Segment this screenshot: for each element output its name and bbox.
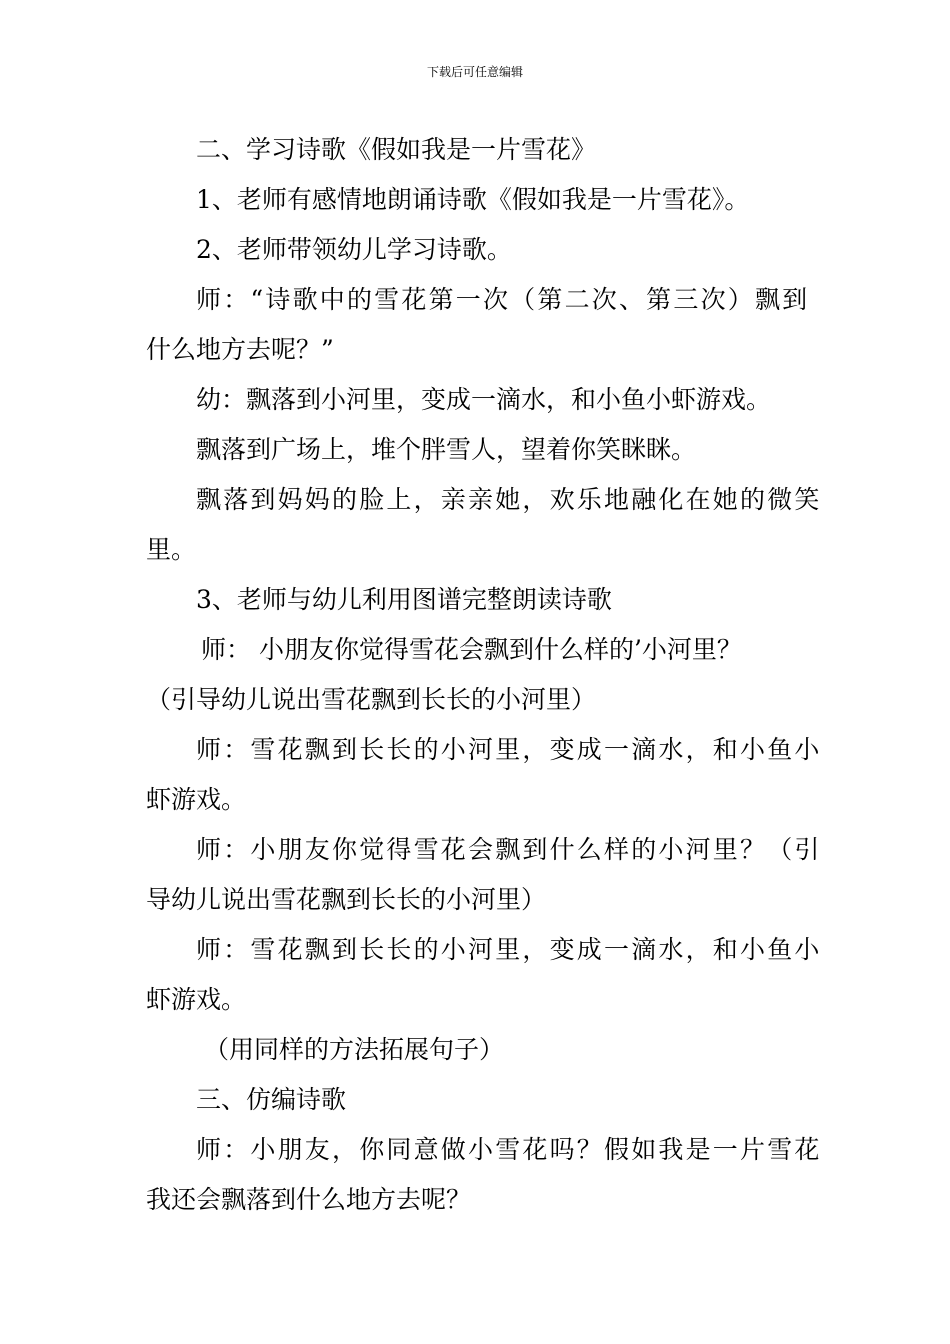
- teacher-question-river-2-line-2: 导幼儿说出雪花飘到长长的小河里）: [146, 885, 547, 914]
- teacher-statement-1-line-1: 师：雪花飘到长长的小河里，变成一滴水，和小鱼小: [196, 735, 822, 764]
- teacher-question-line-2: 什么地方去呢？”: [146, 335, 334, 364]
- teacher-statement-1-line-2: 虾游戏。: [146, 785, 247, 814]
- teacher-question-line-1: 师：“诗歌中的雪花第一次（第二次、第三次）飘到: [196, 285, 810, 314]
- teacher-closing-question-line-1: 师：小朋友，你同意做小雪花吗？假如我是一片雪花: [196, 1135, 822, 1164]
- teacher-statement-2-line-1: 师：雪花飘到长长的小河里，变成一滴水，和小鱼小: [196, 935, 822, 964]
- teacher-guide-note-1: （引导幼儿说出雪花飘到长长的小河里）: [146, 685, 597, 714]
- child-answer-mother-line-2: 里。: [146, 535, 197, 564]
- child-answer-square: 飘落到广场上，堆个胖雪人，望着你笑眯眯。: [196, 435, 697, 464]
- step-3-read-with-chart: 3、老师与幼儿利用图谱完整朗读诗歌: [196, 585, 612, 614]
- teacher-statement-2-line-2: 虾游戏。: [146, 985, 247, 1014]
- child-answer-river: 幼：飘落到小河里，变成一滴水，和小鱼小虾游戏。: [196, 385, 772, 414]
- teacher-question-river-1: 师： 小朋友你觉得雪花会飘到什么样的’小河里？: [201, 635, 742, 664]
- section-heading-imitate-poem: 三、仿编诗歌: [196, 1085, 347, 1114]
- document-body: [146, 125, 822, 1225]
- step-1-teacher-recites: 1、老师有感情地朗诵诗歌《假如我是一片雪花》。: [196, 185, 750, 214]
- step-2-teacher-leads: 2、老师带领幼儿学习诗歌。: [196, 235, 512, 264]
- page-header-note: 下载后可任意编辑: [426, 65, 523, 79]
- child-answer-mother-line-1: 飘落到妈妈的脸上，亲亲她，欢乐地融化在她的微笑: [196, 485, 822, 514]
- teacher-closing-question-line-2: 我还会飘落到什么地方去呢？: [146, 1185, 472, 1214]
- method-note: （用同样的方法拓展句子）: [204, 1035, 505, 1064]
- section-heading-learn-poem: 二、学习诗歌《假如我是一片雪花》: [196, 135, 597, 164]
- teacher-question-river-2-line-1: 师：小朋友你觉得雪花会飘到什么样的小河里？（引: [196, 835, 822, 864]
